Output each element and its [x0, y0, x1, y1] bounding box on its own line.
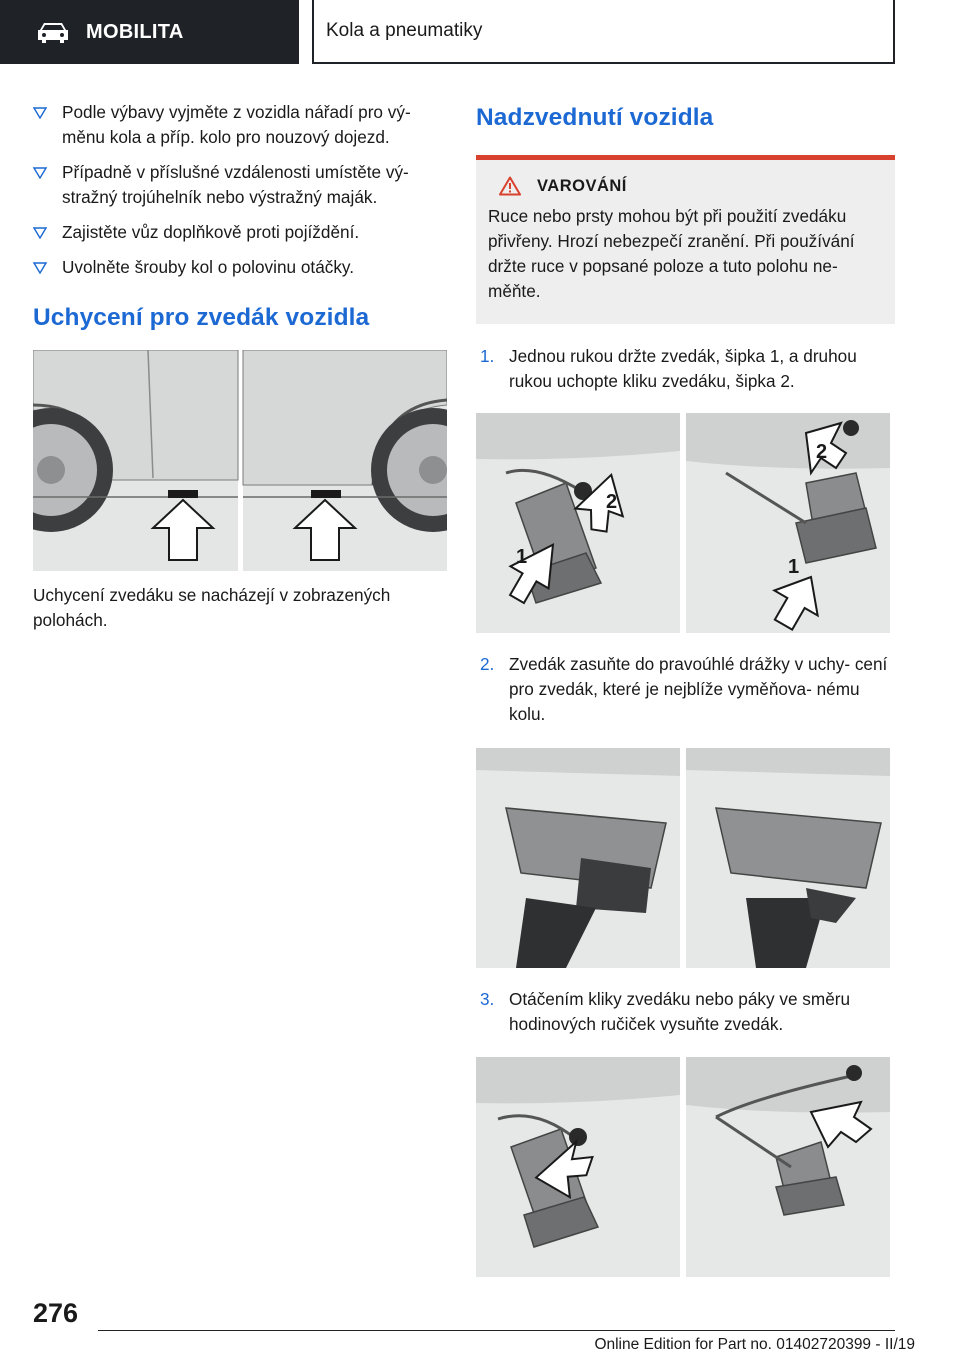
jack-points-figure [33, 350, 447, 571]
jack-extend-figure [476, 1057, 890, 1277]
triangle-bullet-icon [33, 107, 47, 119]
section-heading-jack-points: Uchycení pro zvedák vozidla [33, 304, 370, 331]
step-number: 2. [480, 654, 495, 674]
step-item [476, 987, 895, 1037]
jack-insert-illustration [476, 748, 890, 968]
warning-title: VAROVÁNÍ [537, 176, 627, 195]
right-column [476, 100, 895, 1277]
list-item-text: Případně v příslušné vzdálenosti umístěte vý- stražný trojúhelník nebo výstražný maják. [62, 162, 409, 207]
step-item [476, 652, 895, 727]
warning-header [488, 176, 883, 196]
triangle-bullet-icon [33, 227, 47, 239]
chapter-header [312, 0, 895, 64]
jack-holding-illustration [476, 413, 890, 633]
step-text: Zvedák zasuňte do pravoúhlé drážky v uchy- cení pro zvedák, které je nejblíže vyměňova- nému kolu. [509, 654, 888, 724]
jack-insert-figure [476, 748, 890, 968]
arrow-label-1: 1 [788, 556, 800, 578]
left-column [33, 100, 447, 633]
section-heading-lifting: Nadzvednutí vozidla [476, 104, 714, 131]
step-item [476, 344, 895, 394]
step-number: 1. [480, 346, 495, 366]
step-text: Jednou rukou držte zvedák, šipka 1, a druhou rukou uchopte kliku zvedáku, šipka 2. [509, 346, 857, 391]
warning-box [476, 160, 895, 324]
steps-list [476, 652, 895, 727]
arrow-label-1: 1 [516, 546, 528, 568]
warning-text: Ruce nebo prsty mohou být při použití zvedáku přivřeny. Hrozí nebezpečí zranění. Při používání držte ruce v popsané poloze a tuto polohu ne- měňte. [488, 206, 855, 301]
arrow-label-2: 2 [816, 441, 828, 463]
list-item [33, 160, 447, 210]
list-item-text: Uvolněte šrouby kol o polovinu otáčky. [62, 257, 355, 277]
page-number: 276 [33, 1298, 79, 1328]
jack-points-illustration [33, 350, 447, 571]
step-text: Otáčením kliky zvedáku nebo páky ve směru hodinových ručiček vysuňte zvedák. [509, 989, 851, 1034]
warning-triangle-icon [499, 176, 521, 196]
section-tab [0, 0, 299, 64]
list-item [33, 255, 447, 280]
bullet-list [33, 100, 447, 280]
car-icon [36, 20, 70, 44]
triangle-bullet-icon [33, 262, 47, 274]
list-item [33, 220, 447, 245]
step-number: 3. [480, 989, 495, 1009]
arrow-label-2: 2 [606, 491, 618, 513]
steps-list [476, 344, 895, 394]
footer-edition: Online Edition for Part no. 01402720399 - II/19 [594, 1336, 915, 1353]
list-item-text: Podle výbavy vyjměte z vozidla nářadí pro vý- měnu kola a příp. kolo pro nouzový dojezd. [62, 102, 411, 147]
jack-holding-figure [476, 413, 890, 633]
steps-list [476, 987, 895, 1037]
chapter-title: Kola a pneumatiky [326, 20, 483, 41]
jack-extend-illustration [476, 1057, 890, 1277]
figure-caption: Uchycení zvedáku se nacházejí v zobrazených polohách. [33, 585, 391, 630]
footer-divider [98, 1330, 895, 1331]
section-name: MOBILITA [86, 20, 184, 43]
list-item-text: Zajistěte vůz doplňkově proti pojíždění. [62, 222, 360, 242]
list-item [33, 100, 447, 150]
triangle-bullet-icon [33, 167, 47, 179]
